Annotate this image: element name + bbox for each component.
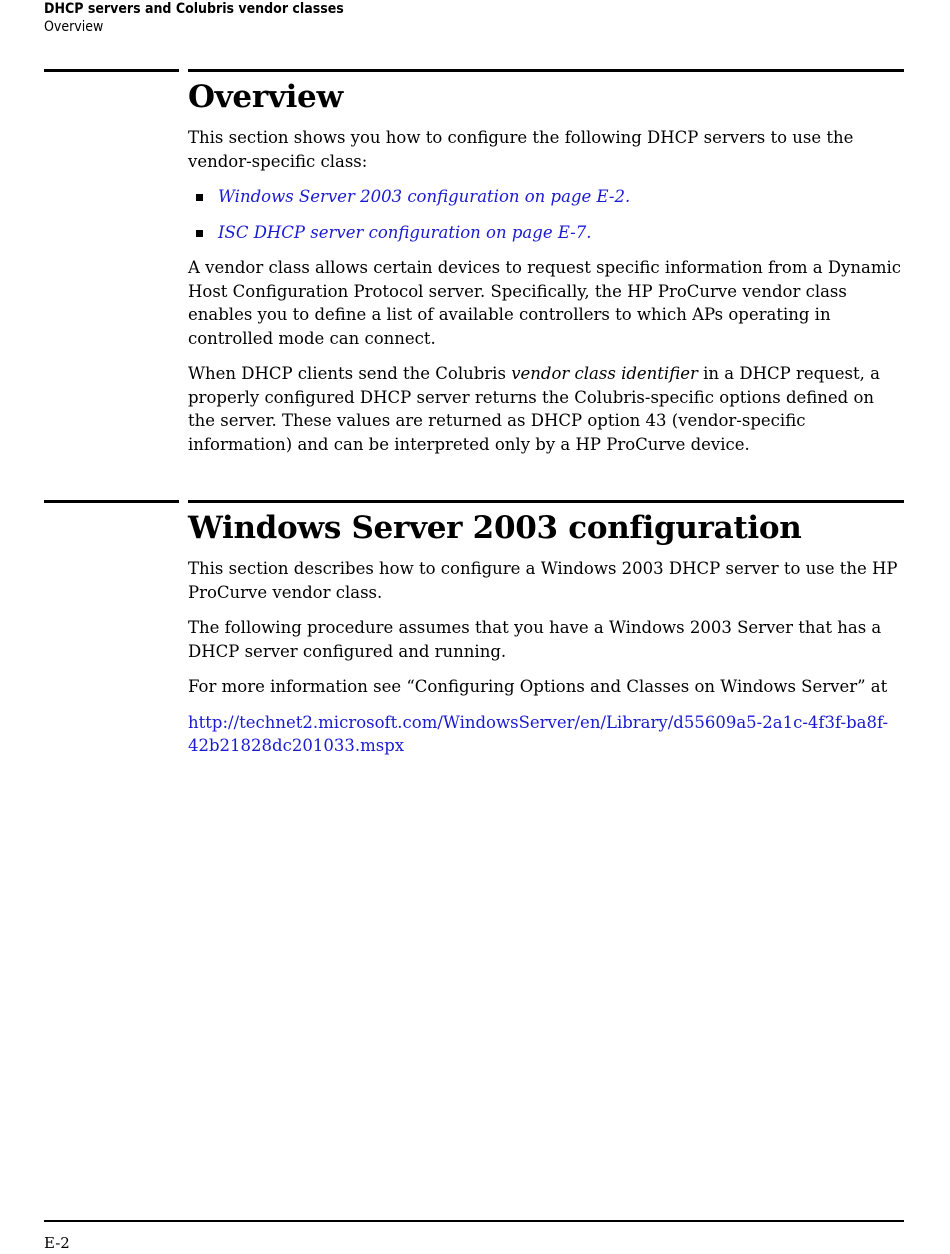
windows-paragraph-describe: This section describes how to configure a Windows 2003 DHCP server to use the HP ProCurve vendor class. [188,559,898,602]
section-rule-right [188,69,904,72]
section-rule-left [44,500,179,503]
overview-intro: This section shows you how to configure the following DHCP servers to use the vendor-specific class: [188,128,854,171]
section-rule-left [44,69,179,72]
text-span: in a DHCP request, a properly configured DHCP server returns the Colubris-specific options defined on the server. These values are returned as DHCP option 43 (vendor-specific information) and can be interpreted only by a HP ProCurve device. [188,364,880,454]
square-bullet-icon [196,194,203,201]
running-header-section: Overview [44,19,104,35]
text-span: When DHCP clients send the Colubris [188,364,512,383]
overview-link-list [188,185,904,244]
running-header-chapter: DHCP servers and Colubris vendor classes [44,1,344,17]
section-rule-right [188,500,904,503]
footer-rule [44,1220,904,1222]
page-number: E-2 [44,1234,70,1252]
technet-url-line-1[interactable]: http://technet2.microsoft.com/WindowsServer/en/Library/d55609a5-2a1c-4f3f-ba8f- [188,712,889,732]
windows-paragraph-assumes: The following procedure assumes that you have a Windows 2003 Server that has a DHCP server configured and running. [188,618,882,661]
isc-dhcp-link[interactable]: ISC DHCP server configuration on page E-7. [218,222,592,242]
list-item [188,185,904,209]
vendor-class-identifier-term: vendor class identifier [511,364,698,383]
technet-url-link[interactable] [188,711,904,758]
overview-paragraph-vendor-class: A vendor class allows certain devices to request specific information from a Dynamic Host Configuration Protocol server. Specifically, the HP ProCurve vendor class enables you to define a list of available controllers to which APs operating in controlled mode can connect. [188,258,902,348]
overview-section [188,78,904,456]
windows-server-section [188,509,904,758]
windows-server-heading: Windows Server 2003 configuration [188,510,802,546]
overview-paragraph-dhcp-clients [188,362,904,456]
windows-paragraph-more-info: For more information see “Configuring Options and Classes on Windows Server” at [188,677,888,696]
windows-server-link[interactable]: Windows Server 2003 configuration on page E-2. [218,187,631,206]
overview-heading: Overview [188,79,343,115]
running-header [44,0,344,36]
technet-url-line-2[interactable]: 42b21828dc201033.mspx [188,736,405,755]
list-item [188,221,904,245]
square-bullet-icon [196,230,203,237]
